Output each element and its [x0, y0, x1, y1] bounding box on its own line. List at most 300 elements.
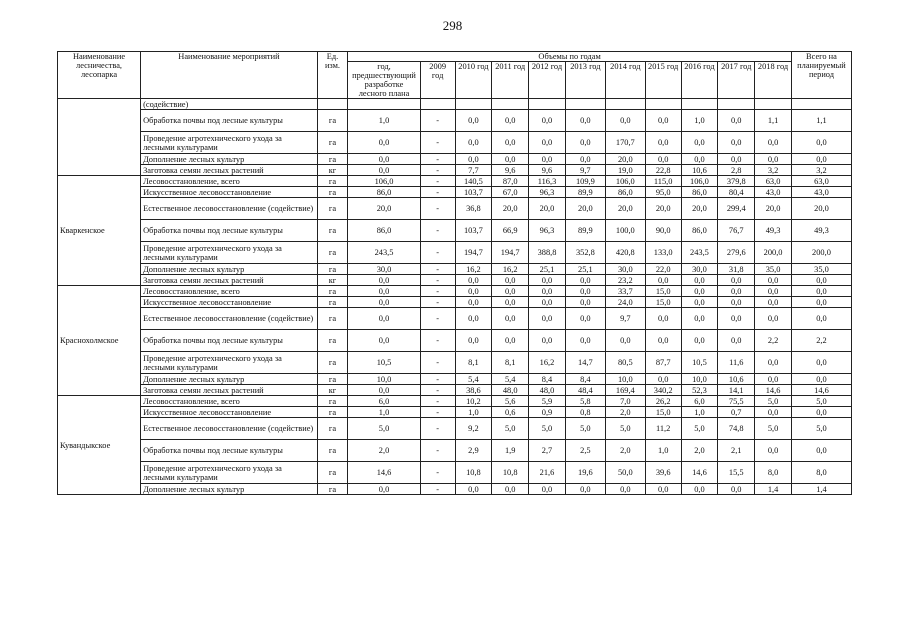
value-cell: 106,0 — [605, 176, 645, 187]
value-cell — [565, 99, 605, 110]
value-cell: 0,0 — [718, 132, 755, 154]
unit-cell: га — [317, 407, 347, 418]
header-year: 2009 год — [420, 62, 455, 99]
value-cell: 0,0 — [681, 484, 718, 495]
unit-cell: га — [317, 176, 347, 187]
total-cell: 0,0 — [791, 275, 851, 286]
value-cell: 0,0 — [492, 286, 529, 297]
value-cell: 1,9 — [492, 440, 529, 462]
value-cell: 2,8 — [718, 165, 755, 176]
activity-name: Дополнение лесных культур — [141, 264, 318, 275]
value-cell: - — [420, 275, 455, 286]
unit-cell: га — [317, 220, 347, 242]
value-cell: 10,8 — [492, 462, 529, 484]
value-cell: 9,7 — [605, 308, 645, 330]
value-cell: 86,0 — [348, 220, 421, 242]
activity-name: Естественное лесовосстановление (содействие) — [141, 198, 318, 220]
unit-cell: га — [317, 264, 347, 275]
table-row — [58, 462, 852, 484]
value-cell: 14,7 — [565, 352, 605, 374]
value-cell: 0,0 — [565, 154, 605, 165]
value-cell: 194,7 — [455, 242, 492, 264]
value-cell: 0,0 — [565, 110, 605, 132]
value-cell: 0,0 — [492, 154, 529, 165]
value-cell: 0,0 — [565, 275, 605, 286]
value-cell: 3,2 — [755, 165, 792, 176]
value-cell: 5,4 — [455, 374, 492, 385]
value-cell: 20,0 — [681, 198, 718, 220]
value-cell: 2,5 — [565, 440, 605, 462]
value-cell: 170,7 — [605, 132, 645, 154]
header-year: 2017 год — [718, 62, 755, 99]
table-row — [58, 440, 852, 462]
unit-cell: кг — [317, 385, 347, 396]
value-cell: 14,1 — [718, 385, 755, 396]
total-cell: 5,0 — [791, 396, 851, 407]
value-cell: 0,0 — [565, 308, 605, 330]
value-cell: - — [420, 198, 455, 220]
value-cell: - — [420, 187, 455, 198]
value-cell: 243,5 — [348, 242, 421, 264]
value-cell: 169,4 — [605, 385, 645, 396]
unit-cell: га — [317, 198, 347, 220]
header-forestry: Наименование лесничества, лесопарка — [58, 52, 141, 99]
total-cell: 0,0 — [791, 308, 851, 330]
value-cell: - — [420, 352, 455, 374]
value-cell: 0,0 — [718, 297, 755, 308]
value-cell: 0,0 — [455, 110, 492, 132]
table-row — [58, 484, 852, 495]
value-cell: 76,7 — [718, 220, 755, 242]
total-cell: 0,0 — [791, 440, 851, 462]
value-cell: 0,0 — [681, 330, 718, 352]
value-cell: 10,0 — [605, 374, 645, 385]
unit-cell: кг — [317, 275, 347, 286]
forestry-name: Кувандыкское — [58, 396, 141, 495]
table-row — [58, 176, 852, 187]
value-cell: 10,5 — [348, 352, 421, 374]
value-cell: 6,0 — [348, 396, 421, 407]
table-row — [58, 198, 852, 220]
unit-cell: га — [317, 330, 347, 352]
value-cell: 0,9 — [529, 407, 566, 418]
value-cell: 9,2 — [455, 418, 492, 440]
value-cell: 0,0 — [529, 154, 566, 165]
value-cell: 9,7 — [565, 165, 605, 176]
value-cell: - — [420, 396, 455, 407]
table-row — [58, 264, 852, 275]
value-cell: 20,0 — [565, 198, 605, 220]
header-year: 2012 год — [529, 62, 566, 99]
value-cell: 8,0 — [755, 462, 792, 484]
value-cell: 0,0 — [645, 330, 681, 352]
activity-name: Искусственное лесовосстановление — [141, 297, 318, 308]
value-cell: 0,0 — [529, 330, 566, 352]
value-cell: 35,0 — [755, 264, 792, 275]
value-cell: 140,5 — [455, 176, 492, 187]
activity-name: Заготовка семян лесных растений — [141, 165, 318, 176]
value-cell: 48,4 — [565, 385, 605, 396]
activity-name: Обработка почвы под лесные культуры — [141, 110, 318, 132]
value-cell: 80,5 — [605, 352, 645, 374]
value-cell: 0,0 — [755, 286, 792, 297]
value-cell: 36,8 — [455, 198, 492, 220]
value-cell: 0,0 — [348, 484, 421, 495]
value-cell: 66,9 — [492, 220, 529, 242]
value-cell: 95,0 — [645, 187, 681, 198]
value-cell: 30,0 — [605, 264, 645, 275]
value-cell: 15,0 — [645, 297, 681, 308]
total-cell: 1,4 — [791, 484, 851, 495]
value-cell — [492, 99, 529, 110]
total-cell: 0,0 — [791, 132, 851, 154]
value-cell: 0,0 — [455, 286, 492, 297]
value-cell: 0,0 — [718, 330, 755, 352]
total-cell: 0,0 — [791, 407, 851, 418]
value-cell: - — [420, 462, 455, 484]
total-cell: 1,1 — [791, 110, 851, 132]
value-cell: 5,0 — [605, 418, 645, 440]
value-cell: 0,0 — [645, 275, 681, 286]
value-cell — [348, 99, 421, 110]
value-cell: 5,0 — [565, 418, 605, 440]
value-cell: 0,0 — [755, 132, 792, 154]
value-cell: 20,0 — [348, 198, 421, 220]
value-cell: 6,0 — [681, 396, 718, 407]
value-cell: 10,5 — [681, 352, 718, 374]
value-cell: 0,0 — [348, 165, 421, 176]
value-cell: 0,0 — [605, 330, 645, 352]
value-cell: 420,8 — [605, 242, 645, 264]
value-cell: 20,0 — [529, 198, 566, 220]
value-cell: 0,0 — [529, 297, 566, 308]
value-cell: 0,0 — [348, 132, 421, 154]
value-cell: 352,8 — [565, 242, 605, 264]
value-cell: 96,3 — [529, 220, 566, 242]
value-cell: 0,0 — [348, 154, 421, 165]
table-row — [58, 110, 852, 132]
header-unit: Ед. изм. — [317, 52, 347, 99]
unit-cell: га — [317, 242, 347, 264]
value-cell: 8,4 — [529, 374, 566, 385]
value-cell: 2,0 — [605, 407, 645, 418]
value-cell: 10,0 — [681, 374, 718, 385]
value-cell: 0,0 — [348, 308, 421, 330]
value-cell: - — [420, 440, 455, 462]
total-cell: 49,3 — [791, 220, 851, 242]
value-cell: 0,0 — [645, 154, 681, 165]
value-cell: 5,4 — [492, 374, 529, 385]
value-cell: 106,0 — [348, 176, 421, 187]
value-cell: 86,0 — [681, 220, 718, 242]
value-cell: 50,0 — [605, 462, 645, 484]
unit-cell: га — [317, 374, 347, 385]
header-year: 2015 год — [645, 62, 681, 99]
unit-cell: га — [317, 297, 347, 308]
total-cell: 2,2 — [791, 330, 851, 352]
value-cell: 19,0 — [605, 165, 645, 176]
total-cell: 63,0 — [791, 176, 851, 187]
value-cell — [645, 99, 681, 110]
value-cell: 0,0 — [755, 308, 792, 330]
value-cell: 0,0 — [681, 275, 718, 286]
value-cell: 20,0 — [492, 198, 529, 220]
value-cell: 15,0 — [645, 407, 681, 418]
header-total: Всего на планируемый период — [791, 52, 851, 99]
value-cell: 5,0 — [348, 418, 421, 440]
value-cell: - — [420, 242, 455, 264]
value-cell: - — [420, 286, 455, 297]
value-cell: 30,0 — [348, 264, 421, 275]
value-cell: 14,6 — [755, 385, 792, 396]
value-cell: 26,2 — [645, 396, 681, 407]
total-cell: 14,6 — [791, 385, 851, 396]
value-cell: 89,9 — [565, 220, 605, 242]
value-cell: 0,0 — [492, 275, 529, 286]
value-cell: 63,0 — [755, 176, 792, 187]
value-cell: 16,2 — [529, 352, 566, 374]
value-cell: 0,0 — [718, 308, 755, 330]
value-cell: 0,0 — [455, 297, 492, 308]
value-cell: 0,0 — [681, 154, 718, 165]
total-cell: 3,2 — [791, 165, 851, 176]
table-row — [58, 275, 852, 286]
value-cell: 2,0 — [605, 440, 645, 462]
table-row — [58, 330, 852, 352]
value-cell: 20,0 — [645, 198, 681, 220]
value-cell: 0,0 — [565, 132, 605, 154]
value-cell: 0,0 — [348, 297, 421, 308]
activity-name: Искусственное лесовосстановление — [141, 187, 318, 198]
value-cell: 0,0 — [565, 286, 605, 297]
value-cell: 0,0 — [681, 297, 718, 308]
value-cell: 0,0 — [718, 110, 755, 132]
value-cell: 86,0 — [348, 187, 421, 198]
table-row — [58, 407, 852, 418]
value-cell: 0,8 — [565, 407, 605, 418]
total-cell: 5,0 — [791, 418, 851, 440]
value-cell: 14,6 — [348, 462, 421, 484]
value-cell: 20,0 — [605, 154, 645, 165]
unit-cell: га — [317, 440, 347, 462]
value-cell: 0,0 — [718, 286, 755, 297]
unit-cell: га — [317, 396, 347, 407]
value-cell: 10,6 — [718, 374, 755, 385]
header-year: 2011 год — [492, 62, 529, 99]
value-cell: 19,6 — [565, 462, 605, 484]
value-cell: 0,0 — [565, 297, 605, 308]
value-cell: 10,8 — [455, 462, 492, 484]
table-row — [58, 220, 852, 242]
value-cell: 38,6 — [455, 385, 492, 396]
value-cell: 0,7 — [718, 407, 755, 418]
table-row — [58, 396, 852, 407]
activity-name: Лесовосстановление, всего — [141, 396, 318, 407]
value-cell: 116,3 — [529, 176, 566, 187]
value-cell: 0,0 — [348, 275, 421, 286]
value-cell: 25,1 — [565, 264, 605, 275]
value-cell: 0,0 — [755, 407, 792, 418]
value-cell: 7,7 — [455, 165, 492, 176]
value-cell: 0,0 — [755, 374, 792, 385]
activity-name: Проведение агротехнического ухода за лесными культурами — [141, 242, 318, 264]
forest-restoration-table — [57, 51, 852, 495]
activity-name: Дополнение лесных культур — [141, 484, 318, 495]
activity-name: (содействие) — [141, 99, 318, 110]
value-cell — [605, 99, 645, 110]
value-cell: - — [420, 418, 455, 440]
value-cell: - — [420, 484, 455, 495]
value-cell: 16,2 — [492, 264, 529, 275]
value-cell: 0,0 — [455, 308, 492, 330]
value-cell: 0,0 — [529, 308, 566, 330]
header-year: 2018 год — [755, 62, 792, 99]
table-row — [58, 242, 852, 264]
value-cell: 2,9 — [455, 440, 492, 462]
value-cell: 0,0 — [645, 374, 681, 385]
header-year: 2013 год — [565, 62, 605, 99]
value-cell: 31,8 — [718, 264, 755, 275]
value-cell: 0,0 — [348, 286, 421, 297]
header-year: год, предшествующий разработке лесного плана — [348, 62, 421, 99]
value-cell: 15,5 — [718, 462, 755, 484]
value-cell: 0,0 — [755, 440, 792, 462]
header-year: 2014 год — [605, 62, 645, 99]
value-cell: 279,6 — [718, 242, 755, 264]
value-cell: 0,0 — [565, 484, 605, 495]
value-cell: - — [420, 176, 455, 187]
forestry-name — [58, 99, 141, 176]
value-cell: 2,0 — [681, 440, 718, 462]
value-cell: 200,0 — [755, 242, 792, 264]
value-cell: 96,3 — [529, 187, 566, 198]
value-cell: 0,0 — [565, 330, 605, 352]
value-cell: 109,9 — [565, 176, 605, 187]
total-cell: 0,0 — [791, 374, 851, 385]
value-cell: 2,2 — [755, 330, 792, 352]
value-cell: 0,0 — [529, 275, 566, 286]
value-cell: 0,0 — [755, 297, 792, 308]
value-cell: 0,0 — [681, 132, 718, 154]
activity-name: Проведение агротехнического ухода за лесными культурами — [141, 352, 318, 374]
value-cell: 2,1 — [718, 440, 755, 462]
value-cell: 67,0 — [492, 187, 529, 198]
value-cell: 1,0 — [348, 110, 421, 132]
unit-cell: га — [317, 286, 347, 297]
value-cell: - — [420, 407, 455, 418]
value-cell: 1,0 — [681, 110, 718, 132]
value-cell: 0,0 — [681, 308, 718, 330]
value-cell: 0,0 — [645, 484, 681, 495]
value-cell: 194,7 — [492, 242, 529, 264]
value-cell: 0,0 — [529, 286, 566, 297]
value-cell: - — [420, 220, 455, 242]
value-cell: 0,0 — [348, 330, 421, 352]
value-cell: 10,0 — [348, 374, 421, 385]
value-cell: 9,6 — [529, 165, 566, 176]
activity-name: Дополнение лесных культур — [141, 374, 318, 385]
header-volumes-by-year: Объемы по годам — [348, 52, 792, 62]
value-cell: 0,6 — [492, 407, 529, 418]
forestry-name: Краснохолмское — [58, 286, 141, 396]
total-cell: 43,0 — [791, 187, 851, 198]
value-cell: - — [420, 132, 455, 154]
table-row — [58, 352, 852, 374]
value-cell: - — [420, 154, 455, 165]
value-cell: 90,0 — [645, 220, 681, 242]
value-cell: 15,0 — [645, 286, 681, 297]
value-cell: 0,0 — [455, 275, 492, 286]
forestry-name: Кваркенское — [58, 176, 141, 286]
unit-cell — [317, 99, 347, 110]
table-row — [58, 418, 852, 440]
value-cell: 24,0 — [605, 297, 645, 308]
value-cell: 11,2 — [645, 418, 681, 440]
total-cell: 20,0 — [791, 198, 851, 220]
table-row — [58, 308, 852, 330]
value-cell: - — [420, 374, 455, 385]
value-cell: 52,3 — [681, 385, 718, 396]
value-cell: 0,0 — [492, 110, 529, 132]
value-cell: 87,0 — [492, 176, 529, 187]
table-row — [58, 374, 852, 385]
value-cell: 0,0 — [455, 132, 492, 154]
table-row — [58, 165, 852, 176]
value-cell: 86,0 — [681, 187, 718, 198]
value-cell: 75,5 — [718, 396, 755, 407]
value-cell: 340,2 — [645, 385, 681, 396]
value-cell: 43,0 — [755, 187, 792, 198]
total-cell: 35,0 — [791, 264, 851, 275]
value-cell: 14,6 — [681, 462, 718, 484]
value-cell: 8,1 — [492, 352, 529, 374]
value-cell: 299,4 — [718, 198, 755, 220]
value-cell: - — [420, 385, 455, 396]
activity-name: Естественное лесовосстановление (содействие) — [141, 418, 318, 440]
value-cell: 0,0 — [492, 132, 529, 154]
value-cell: 20,0 — [605, 198, 645, 220]
value-cell: 25,1 — [529, 264, 566, 275]
header-year: 2010 год — [455, 62, 492, 99]
value-cell: 48,0 — [492, 385, 529, 396]
value-cell: 133,0 — [645, 242, 681, 264]
activity-name: Дополнение лесных культур — [141, 154, 318, 165]
value-cell: 0,0 — [529, 110, 566, 132]
value-cell: 1,4 — [755, 484, 792, 495]
value-cell: 5,9 — [529, 396, 566, 407]
header-year: 2016 год — [681, 62, 718, 99]
value-cell: 0,0 — [492, 308, 529, 330]
value-cell: 5,0 — [492, 418, 529, 440]
value-cell: 0,0 — [718, 484, 755, 495]
value-cell: 0,0 — [455, 154, 492, 165]
value-cell: 0,0 — [529, 132, 566, 154]
total-cell: 0,0 — [791, 352, 851, 374]
unit-cell: га — [317, 462, 347, 484]
activity-name: Лесовосстановление, всего — [141, 286, 318, 297]
value-cell: 80,4 — [718, 187, 755, 198]
value-cell: 74,8 — [718, 418, 755, 440]
value-cell: 87,7 — [645, 352, 681, 374]
value-cell — [718, 99, 755, 110]
value-cell: 388,8 — [529, 242, 566, 264]
activity-name: Обработка почвы под лесные культуры — [141, 440, 318, 462]
value-cell: 5,8 — [565, 396, 605, 407]
value-cell: 11,6 — [718, 352, 755, 374]
value-cell: 0,0 — [605, 110, 645, 132]
table-row — [58, 385, 852, 396]
value-cell: 0,0 — [645, 110, 681, 132]
